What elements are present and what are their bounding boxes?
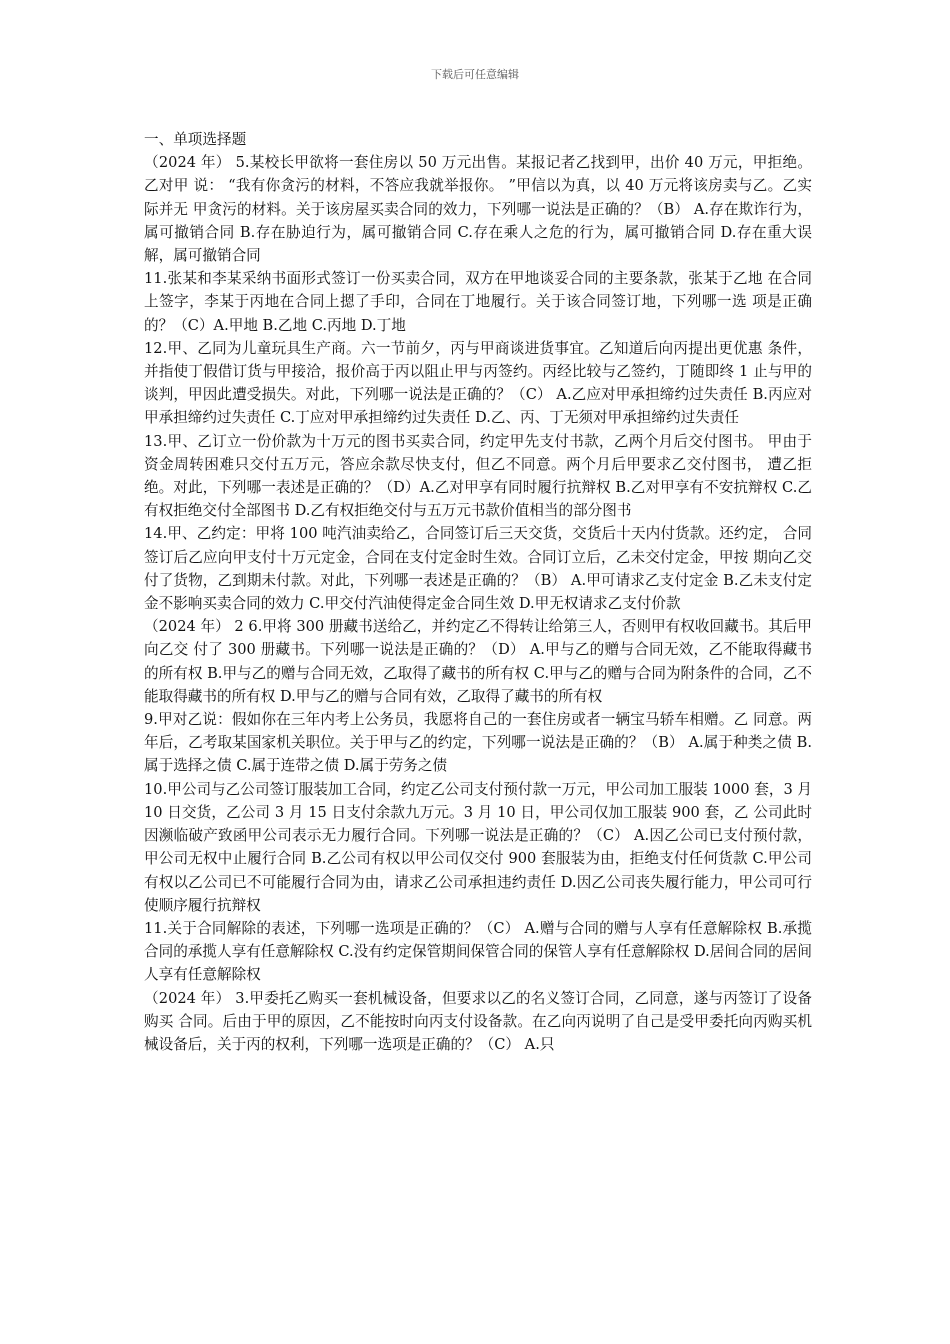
paragraph-question-13: 13.甲、乙订立一份价款为十万元的图书买卖合同，约定甲先支付书款，乙两个月后交付图书。 甲由于资金周转困难只交付五万元，答应余款尽快支付，但乙不同意。两个月后甲要求乙交付图书， 遭乙拒绝。对此，下列哪一表述是正确的？（D）A.乙对甲享有同时履行抗辩权 B.乙对甲享有不安抗辩权 C.乙有权拒绝交付全部图书 D.乙有权拒绝交付与五万元书款价值相当的部分图书 [144,432,812,520]
paragraph-question-11b: 11.关于合同解除的表述，下列哪一选项是正确的？（C） A.赠与合同的赠与人享有任意解除权 B.承揽合同的承揽人享有任意解除权 C.没有约定保管期间保管合同的保管人享有任意解除权 D.居间合同的居间人享有任意解除权 [144,919,812,984]
paragraph-question-3-2024: （2024 年） 3.甲委托乙购买一套机械设备，但要求以乙的名义签订合同，乙同意，遂与丙签订了设备购买 合同。后由于甲的原因，乙不能按时向丙支付设备款。在乙向丙说明了自己是受甲委托向丙购买机 械设备后，关于丙的权利，下列哪一选项是正确的？（C） A.只 [144,989,812,1053]
paragraph-question-14: 14.甲、乙约定：甲将 100 吨汽油卖给乙，合同签订后三天交货，交货后十天内付货款。还约定， 合同签订后乙应向甲支付十万元定金，合同在支付定金时生效。合同订立后，乙未交付定金，甲按 期向乙交付了货物，乙到期未付款。对此，下列哪一表述是正确的？（B） A.甲可请求乙支付定金 B.乙未支付定金不影响买卖合同的效力 C.甲交付汽油使得定金合同生效 D.甲无权请求乙支付价款 [144,525,812,613]
paragraph-question-9: 9.甲对乙说：假如你在三年内考上公务员，我愿将自己的一套住房或者一辆宝马轿车相赠。乙 同意。两年后，乙考取某国家机关职位。关于甲与乙的约定，下列哪一说法是正确的？（B） A.属于种类之债 B.属于选择之债 C.属于连带之债 D.属于劳务之债 [144,711,812,775]
page-header: 下载后可任意编辑 [431,68,519,81]
paragraph-question-5-2024: （2024 年） 5.某校长甲欲将一套住房以 50 万元出售。某报记者乙找到甲，出价 40 万元，甲拒绝。乙对甲 说： “我有你贪污的材料，不答应我就举报你。 ”甲信以为真，以 40 万元将该房卖与乙。乙实际并无 甲贪污的材料。关于该房屋买卖合同的效力，下列哪一说法是正确的？（B） A.存在欺诈行为，属可撤销合同 B.存在胁迫行为，属可撤销合同 C.存在乘人之危的行为，属可撤销合同 D.存在重大误解，属可撤销合同 [144,154,812,265]
paragraph-question-10: 10.甲公司与乙公司签订服装加工合同，约定乙公司支付预付款一万元，甲公司加工服装 1000 套，3 月 10 日交货，乙公司 3 月 15 日支付余款九万元。3 月 10 日，甲公司仅加工服装 900 套，乙 公司此时因濒临破产致函甲公司表示无力履行合同。下列哪一说法是正确的？（C） A.因乙公司已支付预付款，甲公司无权中止履行合同 B.乙公司有权以甲公司仅交付 900 套服装为由，拒绝支付任何货款 C.甲公司有权以乙公司已不可能履行合同为由，请求乙公司承担违约责任 D.因乙公司丧失履行能力，甲公司可行使顺序履行抗辩权 [144,780,812,914]
section-title: 一、单项选择题 [144,131,247,148]
paragraph-question-11: 11.张某和李某采纳书面形式签订一份买卖合同，双方在甲地谈妥合同的主要条款，张某于乙地 在合同上签字，李某于丙地在合同上摁了手印，合同在丁地履行。关于该合同签订地，下列哪一选 项是正确的？（C）A.甲地 B.乙地 C.丙地 D.丁地 [144,270,812,334]
paragraph-question-6-2024: （2024 年） 2 6.甲将 300 册藏书送给乙，并约定乙不得转让给第三人，否则甲有权收回藏书。其后甲向乙交 付了 300 册藏书。下列哪一说法是正确的？（D） A.甲与乙的赠与合同无效，乙不能取得藏书的所有权 B.甲与乙的赠与合同无效，乙取得了藏书的所有权 C.甲与乙的赠与合同为附条件的合同，乙不能取得藏书的所有权 D.甲与乙的赠与合同有效，乙取得了藏书的所有权 [144,618,812,705]
document-body [144,128,812,1056]
paragraph-question-12: 12.甲、乙同为儿童玩具生产商。六一节前夕，丙与甲商谈进货事宜。乙知道后向丙提出更优惠 条件，并指使丁假借订货与甲接洽，报价高于丙以阻止甲与丙签约。丙经比较与乙签约，丁随即终 1 止与甲的谈判，甲因此遭受损失。对此，下列哪一说法是正确的？（C） A.乙应对甲承担缔约过失责任 B.丙应对甲承担缔约过失责任 C.丁应对甲承担缔约过失责任 D.乙、丙、丁无须对甲承担缔约过失责任 [144,339,812,427]
